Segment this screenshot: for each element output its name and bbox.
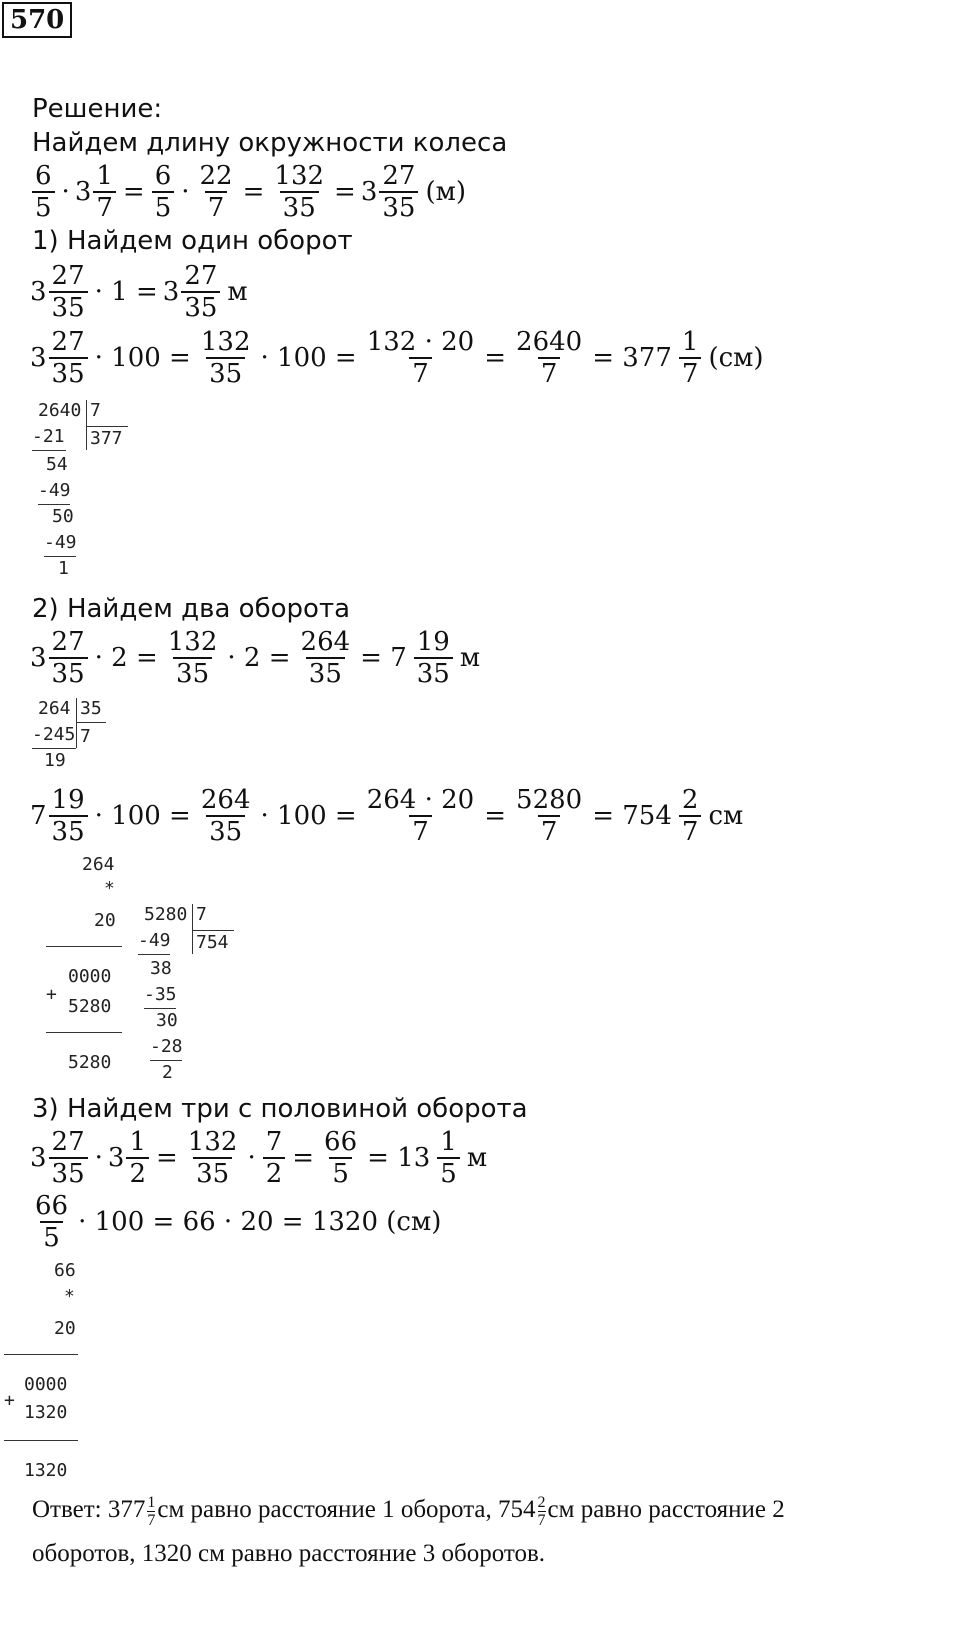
- dividend: 264: [38, 698, 71, 719]
- step2-equation-a: 3 $\frac{27}{35}$ · 2 = $\frac{132}{35}$ · 2 = $\frac{264}{35}$ = 7 $\frac{19}{35}$ м: [30, 627, 481, 689]
- product: 5280: [68, 1052, 112, 1073]
- dividend: 2640: [38, 400, 82, 421]
- subtrahend: -245: [32, 724, 76, 745]
- subtrahend: -28: [150, 1036, 183, 1057]
- factor: 20: [94, 910, 116, 931]
- quotient: 377: [90, 428, 123, 449]
- fraction: $\frac{27}{35}$: [49, 261, 88, 323]
- remainder: 38: [150, 958, 172, 979]
- step3-title: 3) Найдем три с половиной оборота: [32, 1094, 528, 1124]
- problem-number: 570: [2, 2, 72, 38]
- multiplication-line: [46, 946, 122, 947]
- fraction: $\frac{132}{35}$: [274, 161, 325, 223]
- fraction: $\frac{6}{5}$: [32, 161, 55, 223]
- division-underline: [38, 504, 70, 505]
- partial-product: 0000: [24, 1374, 68, 1395]
- multiplication-line: [4, 1440, 78, 1441]
- fraction: $\frac{2}{7}$: [679, 785, 702, 847]
- divisor: 7: [196, 904, 207, 925]
- fraction: $\frac{264}{35}$: [200, 785, 251, 847]
- fraction: $\frac{27}{35}$: [379, 161, 418, 223]
- multiplication-line: [4, 1354, 78, 1355]
- fraction: $\frac{2640}{7}$: [516, 327, 583, 389]
- fraction: $\frac{1}{7}$: [93, 161, 116, 223]
- division-underline: [32, 450, 66, 451]
- division-bar: [192, 904, 193, 954]
- fraction: $\frac{27}{35}$: [49, 1127, 88, 1189]
- fraction: $\frac{66}{5}$: [324, 1127, 358, 1189]
- quotient: 754: [196, 932, 229, 953]
- division-bar: [192, 930, 234, 931]
- division-underline: [32, 748, 76, 749]
- division-bar: [76, 722, 106, 723]
- step3-equation-a: 3 $\frac{27}{35}$ · 3 $\frac{1}{2}$ = $\frac{132}{35}$ · $\frac{7}{2}$ = $\frac{66}{5}$ = 13 $\frac{1}{5}$ м: [30, 1127, 488, 1189]
- division-bar: [76, 698, 77, 748]
- fraction: $\frac{66}{5}$: [35, 1191, 69, 1253]
- fraction: $\frac{19}{35}$: [49, 785, 88, 847]
- factor: 20: [54, 1318, 76, 1339]
- divisor: 35: [80, 698, 102, 719]
- fraction: $\frac{27}{35}$: [49, 327, 88, 389]
- plus-sign: +: [4, 1390, 15, 1411]
- product: 1320: [24, 1460, 68, 1481]
- division-underline: [144, 1008, 176, 1009]
- subtrahend: -35: [144, 984, 177, 1005]
- answer-line-2: оборотов, 1320 см равно расстояние 3 оборотов.: [32, 1540, 546, 1567]
- remainder: 50: [52, 506, 74, 527]
- fraction: $\frac{22}{7}$: [199, 161, 233, 223]
- step0-text: Найдем длину окружности колеса: [32, 128, 508, 158]
- divisor: 7: [90, 400, 101, 421]
- quotient: 7: [80, 726, 91, 747]
- fraction: $\frac{1}{7}$: [147, 1493, 156, 1529]
- subtrahend: -49: [38, 480, 71, 501]
- factor: 66: [54, 1260, 76, 1281]
- remainder: 19: [44, 750, 66, 771]
- fraction: $\frac{1}{7}$: [679, 327, 702, 389]
- dividend: 5280: [144, 904, 188, 925]
- subtrahend: -49: [44, 532, 77, 553]
- partial-product: 1320: [24, 1402, 68, 1423]
- fraction: $\frac{27}{35}$: [181, 261, 220, 323]
- division-underline: [44, 556, 76, 557]
- division-underline: [138, 954, 170, 955]
- multiplication-line: [46, 1032, 122, 1033]
- step3-equation-b: $\frac{66}{5}$ · 100 = 66 · 20 = 1320 (см): [30, 1190, 446, 1254]
- fraction: $\frac{7}{2}$: [263, 1127, 286, 1189]
- division-bar: [86, 426, 128, 427]
- step2-equation-b: 7 $\frac{19}{35}$ · 100 = $\frac{264}{35}$ · 100 = $\frac{264 \cdot 20}{7}$ = $\frac{5280}{7}$ = 754 $\frac{2}{7}$ см: [30, 785, 744, 847]
- fraction: $\frac{132 \cdot 20}{7}$: [366, 327, 475, 389]
- circumference-equation: $\frac{6}{5}$ · 3 $\frac{1}{7}$ = $\frac{6}{5}$ · $\frac{22}{7}$ = $\frac{132}{35}$ = 3 $\frac{27}{35}$ (м): [30, 160, 471, 224]
- remainder: 30: [156, 1010, 178, 1031]
- plus-sign: +: [46, 984, 57, 1005]
- answer-line-1: Ответ: 377 $\frac{1}{7}$ см равно расстояние 1 оборота, 754 $\frac{2}{7}$ см равно расстояние 2: [32, 1493, 785, 1529]
- subtrahend: -49: [138, 930, 171, 951]
- fraction: $\frac{264 \cdot 20}{7}$: [366, 785, 475, 847]
- division-underline: [150, 1060, 182, 1061]
- multiply-sign: *: [104, 878, 115, 899]
- fraction: $\frac{1}{5}$: [437, 1127, 460, 1189]
- subtrahend: -21: [32, 426, 65, 447]
- remainder: 1: [58, 558, 69, 579]
- fraction: $\frac{132}{35}$: [200, 327, 251, 389]
- fraction: $\frac{264}{35}$: [300, 627, 351, 689]
- fraction: $\frac{27}{35}$: [49, 627, 88, 689]
- factor: 264: [82, 854, 115, 875]
- fraction: $\frac{19}{35}$: [414, 627, 453, 689]
- solution-label: Решение:: [32, 94, 163, 124]
- fraction: $\frac{2}{7}$: [537, 1493, 546, 1529]
- fraction: $\frac{132}{35}$: [167, 627, 218, 689]
- step1-equation-b: 3 $\frac{27}{35}$ · 100 = $\frac{132}{35}$ · 100 = $\frac{132 \cdot 20}{7}$ = $\frac{2640}{7}$ = 377 $\frac{1}{7}$ (см): [30, 327, 764, 389]
- division-bar: [86, 400, 87, 450]
- remainder: 2: [162, 1062, 173, 1083]
- step2-title: 2) Найдем два оборота: [32, 594, 351, 624]
- step1-equation-a: 3 $\frac{27}{35}$ · 1 = 3 $\frac{27}{35}$ м: [30, 261, 248, 323]
- step1-title: 1) Найдем один оборот: [32, 226, 353, 256]
- partial-product: 0000: [68, 966, 112, 987]
- fraction: $\frac{5280}{7}$: [516, 785, 583, 847]
- fraction: $\frac{132}{35}$: [187, 1127, 238, 1189]
- remainder: 54: [46, 454, 68, 475]
- partial-product: 5280: [68, 996, 112, 1017]
- fraction: $\frac{1}{2}$: [126, 1127, 149, 1189]
- multiply-sign: *: [64, 1286, 75, 1307]
- fraction: $\frac{6}{5}$: [152, 161, 175, 223]
